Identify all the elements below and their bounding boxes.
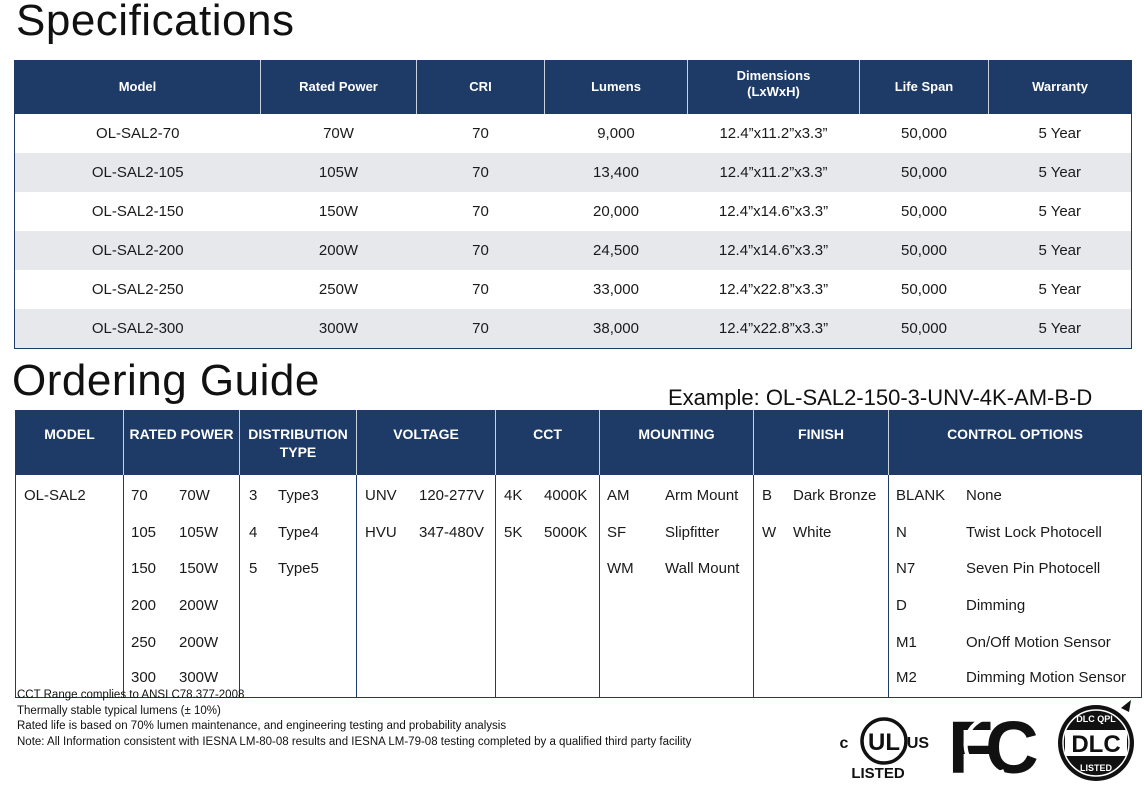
spec-header-row xyxy=(15,60,1132,114)
fcc-mark: FC xyxy=(948,706,1031,781)
rated-power-option xyxy=(124,487,239,507)
finish-label: White xyxy=(793,524,832,541)
cell-cri: 70 xyxy=(417,231,545,270)
voltage-label: 120-277V xyxy=(419,487,485,504)
rated-power-label: 300W xyxy=(179,669,219,686)
cell-dimensions: 12.4”x22.8”x3.3” xyxy=(718,281,829,298)
cell-lumens: 24,500 xyxy=(545,231,688,270)
cct-code: 4K xyxy=(504,487,523,504)
rated-power-option xyxy=(124,524,239,544)
dlc-listed-text: LISTED xyxy=(1079,763,1113,773)
cell-warranty: 5 Year xyxy=(1038,281,1082,298)
cell-rated-power: 200W xyxy=(261,231,417,270)
control-code: N xyxy=(896,524,907,541)
control-option xyxy=(889,597,1141,617)
cct-label: 4000K xyxy=(544,487,588,504)
header-cri: CRI xyxy=(417,60,545,114)
cell-life-span: 50,000 xyxy=(860,153,989,192)
mounting-code: SF xyxy=(607,524,627,541)
rated-power-label: 70W xyxy=(179,487,210,504)
order-header-model: MODEL xyxy=(16,411,124,476)
cell-model: OL-SAL2-150 xyxy=(91,203,184,220)
cell-model: OL-SAL2-105 xyxy=(15,153,261,192)
cell-cri: 70 xyxy=(417,153,545,192)
model-value: OL-SAL2 xyxy=(24,487,86,504)
cell-life-span: 50,000 xyxy=(860,309,989,349)
mounting-label: Wall Mount xyxy=(665,560,740,577)
control-code: M2 xyxy=(896,669,917,686)
note-iesna: Note: All Information consistent with IESNA LM-80-08 results and IESNA LM-79-08 testing completed by a qualified third party facility xyxy=(17,735,692,748)
rated-power-code: 150 xyxy=(131,560,157,577)
ordering-guide-table xyxy=(15,410,1142,698)
header-dimensions-line2: (LxWxH) xyxy=(747,84,800,99)
model-column xyxy=(16,475,124,698)
cell-rated-power: 150W xyxy=(318,203,359,220)
order-header-distribution-line2: TYPE xyxy=(279,444,317,460)
cell-warranty: 5 Year xyxy=(1038,203,1082,220)
control-option xyxy=(889,560,1141,580)
dlc-mark: DLC xyxy=(1071,731,1121,758)
cct-column xyxy=(496,475,600,698)
cct-option xyxy=(496,487,599,507)
control-code: BLANK xyxy=(896,487,946,504)
mounting-option xyxy=(600,487,753,507)
cell-model: OL-SAL2-200 xyxy=(15,231,261,270)
control-label: Dimming xyxy=(966,597,1026,614)
order-header-control: CONTROL OPTIONS xyxy=(889,411,1142,476)
distribution-option xyxy=(240,487,356,507)
control-label: Twist Lock Photocell xyxy=(966,524,1102,541)
control-option xyxy=(889,669,1141,689)
note-lumens: Thermally stable typical lumens (± 10%) xyxy=(17,704,221,717)
order-header-cct: CCT xyxy=(496,411,600,476)
dlc-corner-mark xyxy=(1121,700,1131,712)
note-cct: CCT Range complies to ANSI C78.377-2008 xyxy=(17,689,245,701)
finish-column xyxy=(754,475,889,698)
cct-label: 5000K xyxy=(544,524,588,541)
ul-us-mark: US xyxy=(906,735,930,752)
order-header-row xyxy=(16,411,1142,476)
cell-dimensions: 12.4”x22.8”x3.3” xyxy=(688,309,860,349)
header-life-span: Life Span xyxy=(860,60,989,114)
control-label: On/Off Motion Sensor xyxy=(966,634,1111,651)
cell-dimensions: 12.4”x11.2”x3.3” xyxy=(719,125,828,142)
voltage-column xyxy=(357,475,496,698)
rated-power-label: 200W xyxy=(179,597,219,614)
cell-life-span: 50,000 xyxy=(901,125,947,142)
cell-warranty: 5 Year xyxy=(989,309,1132,349)
finish-code: W xyxy=(762,524,777,541)
specifications-table xyxy=(14,60,1132,349)
header-rated-power: Rated Power xyxy=(261,60,417,114)
cell-dimensions: 12.4”x14.6”x3.3” xyxy=(718,203,829,220)
rated-power-code: 70 xyxy=(131,487,148,504)
cell-life-span: 50,000 xyxy=(860,231,989,270)
cell-warranty: 5 Year xyxy=(989,153,1132,192)
header-dimensions-line1: Dimensions xyxy=(736,68,811,83)
order-header-rated-power: RATED POWER xyxy=(124,411,240,476)
table-row xyxy=(15,309,1132,349)
cell-rated-power: 70W xyxy=(323,125,354,142)
control-label: Dimming Motion Sensor xyxy=(966,669,1127,686)
cell-life-span: 50,000 xyxy=(901,281,947,298)
distribution-label: Type4 xyxy=(278,524,319,541)
header-lumens: Lumens xyxy=(545,60,688,114)
footnotes xyxy=(17,688,691,750)
cct-code: 5K xyxy=(504,524,523,541)
distribution-option xyxy=(240,560,356,580)
cell-rated-power: 250W xyxy=(318,281,359,298)
mounting-option xyxy=(600,524,753,544)
control-label: None xyxy=(966,487,1002,504)
mounting-label: Slipfitter xyxy=(665,524,720,541)
distribution-code: 5 xyxy=(249,560,258,577)
cell-lumens: 13,400 xyxy=(545,153,688,192)
control-option xyxy=(889,524,1141,544)
order-header-voltage: VOLTAGE xyxy=(357,411,496,476)
mounting-label: Arm Mount xyxy=(665,487,739,504)
table-row xyxy=(15,114,1132,153)
header-dimensions xyxy=(688,60,860,114)
control-code: D xyxy=(896,597,907,614)
cell-model: OL-SAL2-250 xyxy=(91,281,184,298)
distribution-label: Type3 xyxy=(278,487,319,504)
rated-power-column xyxy=(124,475,240,698)
control-column xyxy=(889,475,1142,698)
control-option xyxy=(889,634,1141,654)
finish-option xyxy=(754,524,888,544)
header-warranty: Warranty xyxy=(989,60,1132,114)
rated-power-code: 200 xyxy=(131,597,157,614)
voltage-option xyxy=(357,524,495,544)
cell-lumens: 20,000 xyxy=(593,203,639,220)
mounting-code: AM xyxy=(607,487,630,504)
cell-dimensions: 12.4”x14.6”x3.3” xyxy=(688,231,860,270)
order-header-distribution xyxy=(240,411,357,476)
rated-power-label: 105W xyxy=(179,524,219,541)
order-options-row xyxy=(16,475,1142,698)
cell-life-span: 50,000 xyxy=(901,203,947,220)
control-code: M1 xyxy=(896,634,917,651)
mounting-column xyxy=(600,475,754,698)
cell-cri: 70 xyxy=(417,309,545,349)
rated-power-code: 300 xyxy=(131,669,157,686)
control-code: N7 xyxy=(896,560,916,577)
distribution-label: Type5 xyxy=(278,560,319,577)
rated-power-option xyxy=(124,669,239,689)
cell-lumens: 9,000 xyxy=(597,125,635,142)
cell-lumens: 38,000 xyxy=(545,309,688,349)
ordering-guide-title: Ordering Guide xyxy=(12,356,320,405)
rated-power-label: 200W xyxy=(179,634,219,651)
order-header-mounting: MOUNTING xyxy=(600,411,754,476)
cell-rated-power: 105W xyxy=(261,153,417,192)
cell-lumens: 33,000 xyxy=(593,281,639,298)
table-row xyxy=(15,192,1132,231)
rated-power-option xyxy=(124,560,239,580)
distribution-option xyxy=(240,524,356,544)
voltage-code: HVU xyxy=(365,524,397,541)
order-header-finish: FINISH xyxy=(754,411,889,476)
mounting-code: WM xyxy=(607,560,634,577)
cell-rated-power: 300W xyxy=(261,309,417,349)
voltage-label: 347-480V xyxy=(419,524,485,541)
ul-listed-logo xyxy=(834,712,934,784)
rated-power-option xyxy=(124,597,239,617)
rated-power-code: 105 xyxy=(131,524,157,541)
voltage-code: UNV xyxy=(365,487,397,504)
rated-power-option xyxy=(124,634,239,654)
cct-option xyxy=(496,524,599,544)
note-rated-life: Rated life is based on 70% lumen maintenance, and engineering testing and probability analysis xyxy=(17,720,507,732)
ul-c-mark: c xyxy=(839,735,849,752)
cell-warranty: 5 Year xyxy=(1038,125,1082,142)
finish-label: Dark Bronze xyxy=(793,487,877,504)
distribution-code: 3 xyxy=(249,487,258,504)
finish-option xyxy=(754,487,888,507)
voltage-option xyxy=(357,487,495,507)
control-option xyxy=(889,487,1141,507)
table-row xyxy=(15,231,1132,270)
distribution-code: 4 xyxy=(249,524,258,541)
cell-model: OL-SAL2-300 xyxy=(15,309,261,349)
cell-model: OL-SAL2-70 xyxy=(96,125,180,142)
header-model: Model xyxy=(15,60,261,114)
cell-cri: 70 xyxy=(472,281,489,298)
specifications-title: Specifications xyxy=(16,0,295,45)
distribution-column xyxy=(240,475,357,698)
cell-dimensions: 12.4”x11.2”x3.3” xyxy=(688,153,860,192)
table-row xyxy=(15,270,1132,309)
mounting-option xyxy=(600,560,753,580)
rated-power-code: 250 xyxy=(131,634,157,651)
cell-cri: 70 xyxy=(472,125,489,142)
cell-cri: 70 xyxy=(472,203,489,220)
cell-warranty: 5 Year xyxy=(989,231,1132,270)
rated-power-label: 150W xyxy=(179,560,219,577)
control-label: Seven Pin Photocell xyxy=(966,560,1101,577)
order-header-distribution-line1: DISTRIBUTION xyxy=(248,426,348,442)
dlc-qpl-text: DLC QPL xyxy=(1076,714,1116,724)
finish-code: B xyxy=(762,487,773,504)
table-row xyxy=(15,153,1132,192)
fcc-logo xyxy=(946,705,1038,781)
dlc-logo xyxy=(1055,700,1137,784)
ul-listed-text: LISTED xyxy=(851,765,905,782)
ul-mark: UL xyxy=(868,729,900,756)
order-example: Example: OL-SAL2-150-3-UNV-4K-AM-B-D xyxy=(668,385,1093,410)
